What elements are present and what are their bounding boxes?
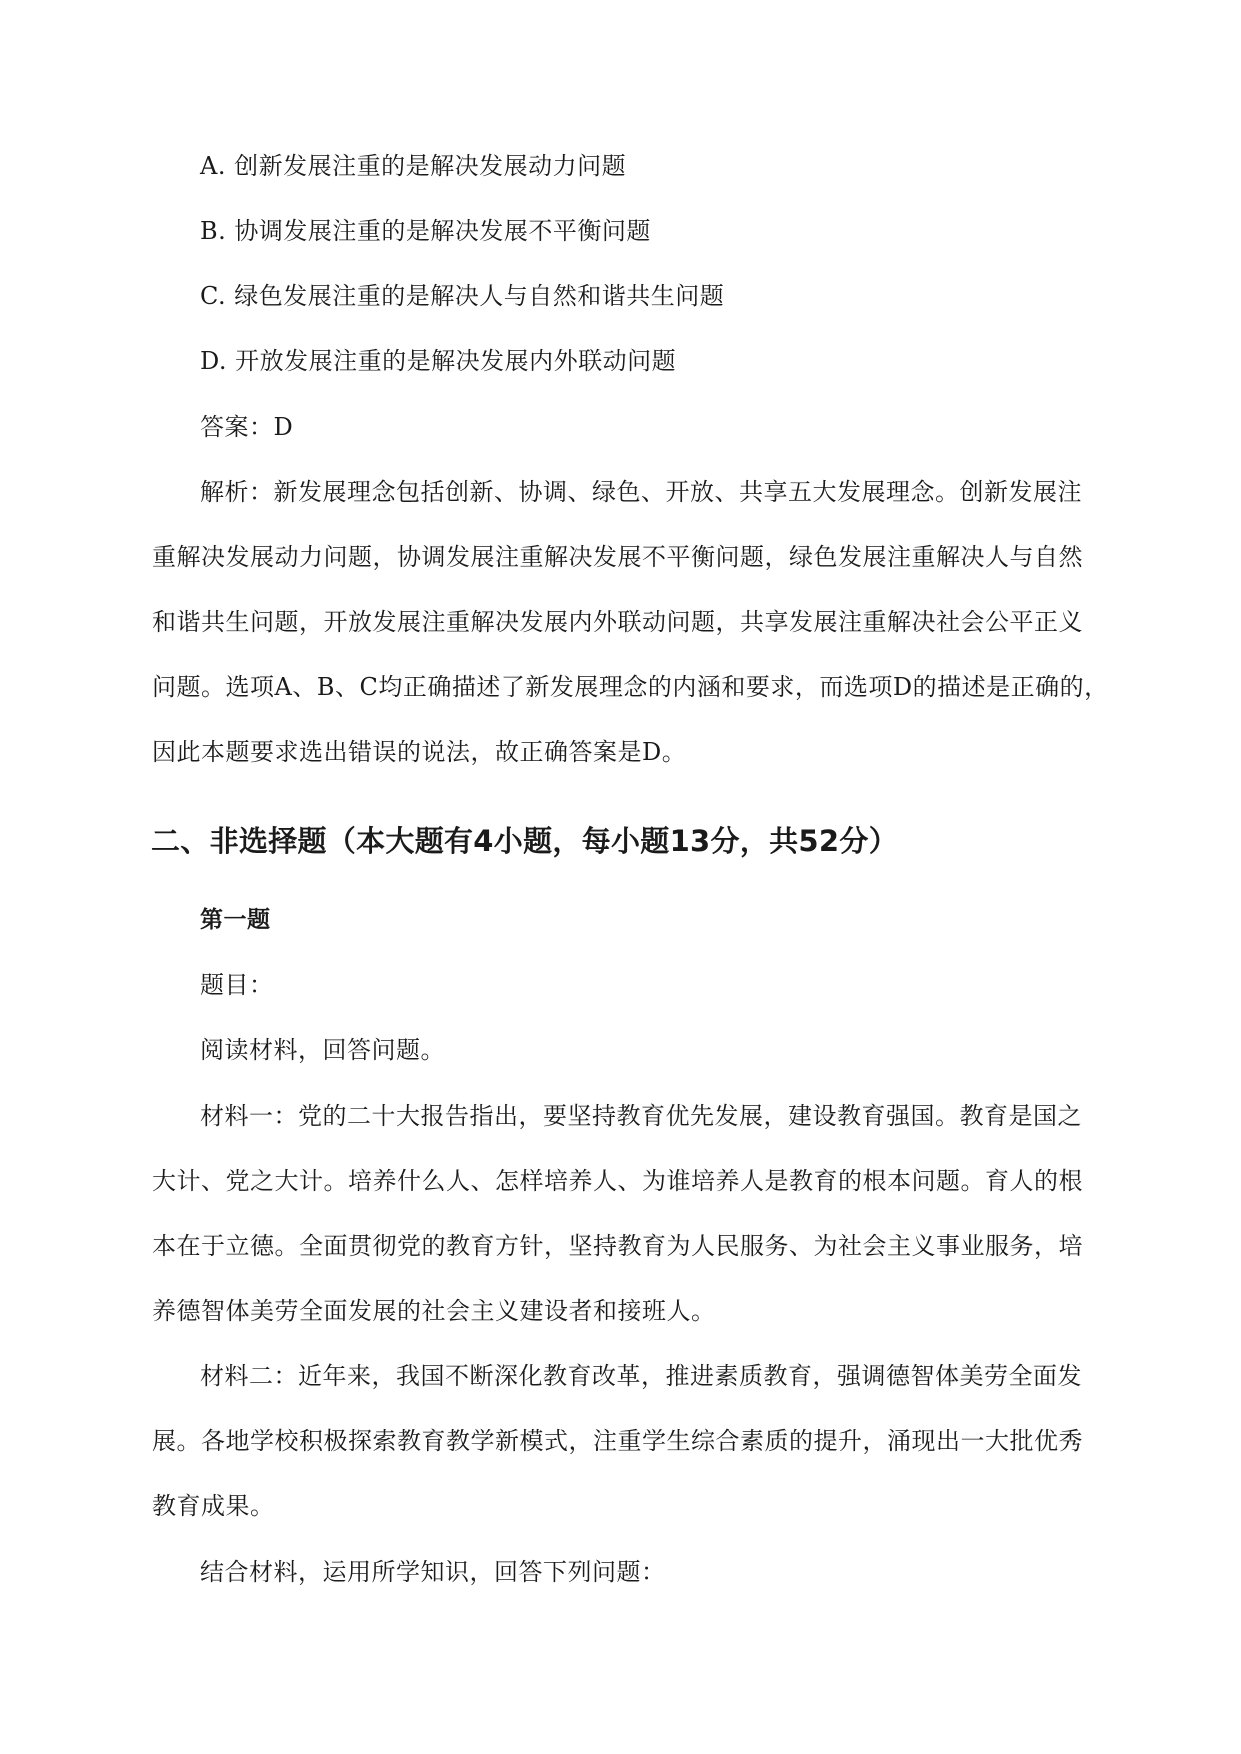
section-heading: 二、非选择题（本大题有4小题，每小题13分，共52分） [151,824,898,858]
option-c: C. 绿色发展注重的是解决人与自然和谐共生问题 [200,282,725,310]
material-one-line: 养德智体美劳全面发展的社会主义建设者和接班人。 [152,1297,716,1325]
option-d: D. 开放发展注重的是解决发展内外联动问题 [200,347,677,375]
option-a: A. 创新发展注重的是解决发展动力问题 [200,152,627,180]
analysis-line: 因此本题要求选出错误的说法，故正确答案是D。 [152,738,687,766]
analysis-line: 和谐共生问题，开放发展注重解决发展内外联动问题，共享发展注重解决社会公平正义 [152,608,1083,636]
material-one-line: 材料一：党的二十大报告指出，要坚持教育优先发展，建设教育强国。教育是国之 [200,1102,1082,1130]
analysis-line: 解析：新发展理念包括创新、协调、绿色、开放、共享五大发展理念。创新发展注 [200,478,1082,506]
material-one-line: 大计、党之大计。培养什么人、怎样培养人、为谁培养人是教育的根本问题。育人的根 [152,1167,1083,1195]
answer-line: 答案：D [200,413,294,441]
instruction-line: 阅读材料，回答问题。 [200,1036,445,1064]
material-two-line: 展。各地学校积极探索教育教学新模式，注重学生综合素质的提升，涌现出一大批优秀 [152,1427,1083,1455]
material-two-line: 材料二：近年来，我国不断深化教育改革，推进素质教育，强调德智体美劳全面发 [200,1362,1082,1390]
option-b: B. 协调发展注重的是解决发展不平衡问题 [200,217,651,245]
prompt-line: 结合材料，运用所学知识，回答下列问题： [200,1558,666,1586]
material-two-line: 教育成果。 [152,1492,275,1520]
analysis-line: 重解决发展动力问题，协调发展注重解决发展不平衡问题，绿色发展注重解决人与自然 [152,543,1083,571]
material-one-line: 本在于立德。全面贯彻党的教育方针，坚持教育为人民服务、为社会主义事业服务，培 [152,1232,1083,1260]
question-label: 题目： [200,971,274,999]
question-title: 第一题 [200,907,271,933]
analysis-line: 问题。选项A、B、C均正确描述了新发展理念的内涵和要求，而选项D的描述是正确的， [152,673,1109,701]
